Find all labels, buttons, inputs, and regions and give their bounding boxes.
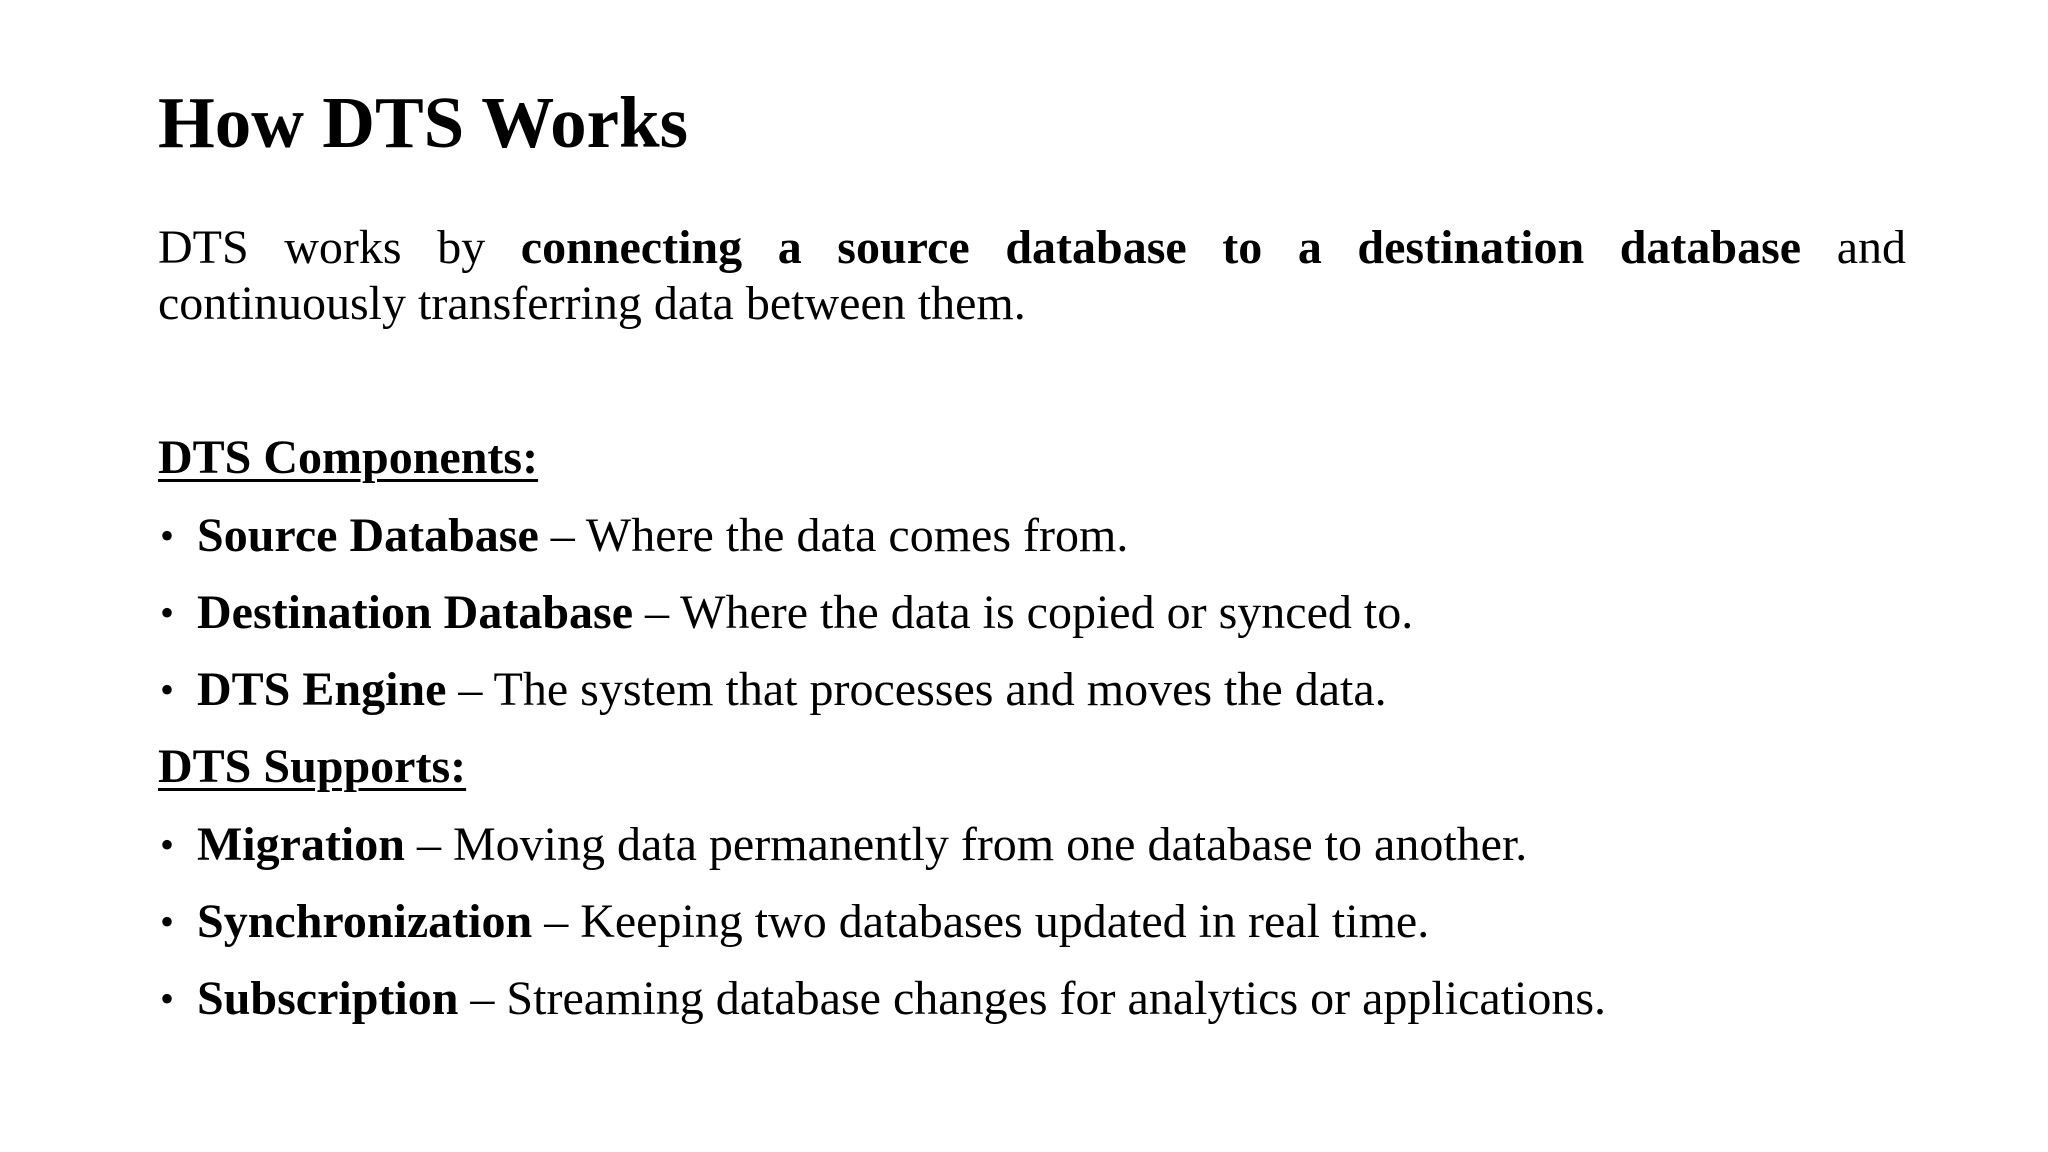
item-term: DTS Engine bbox=[197, 663, 447, 716]
list-item bbox=[158, 971, 1606, 1048]
bullet-icon: • bbox=[160, 899, 175, 944]
bullet-icon: • bbox=[160, 667, 175, 712]
list-item bbox=[158, 662, 1413, 739]
list-item bbox=[158, 585, 1413, 662]
list-item bbox=[158, 508, 1413, 585]
item-description: – Moving data permanently from one database to another. bbox=[404, 818, 1528, 871]
item-description: – Streaming database changes for analytics or applications. bbox=[458, 972, 1607, 1025]
components-list bbox=[158, 508, 1413, 739]
item-description: – The system that processes and moves the data. bbox=[446, 663, 1387, 716]
bullet-icon: • bbox=[160, 822, 175, 867]
list-item bbox=[158, 894, 1606, 971]
list-item bbox=[158, 817, 1606, 894]
supports-list bbox=[158, 817, 1606, 1048]
intro-paragraph bbox=[158, 220, 1906, 332]
item-term: Synchronization bbox=[197, 895, 533, 948]
item-description: – Where the data comes from. bbox=[538, 509, 1129, 562]
item-term: Migration bbox=[197, 818, 405, 871]
slide-title: How DTS Works bbox=[158, 82, 689, 163]
bullet-icon: • bbox=[160, 513, 175, 558]
item-description: – Keeping two databases updated in real time. bbox=[532, 895, 1430, 948]
intro-text-before: DTS works by bbox=[158, 221, 521, 274]
components-heading: DTS Components: bbox=[158, 431, 539, 484]
item-term: Subscription bbox=[197, 972, 459, 1025]
supports-heading: DTS Supports: bbox=[158, 740, 467, 793]
bullet-icon: • bbox=[160, 590, 175, 635]
bullet-icon: • bbox=[160, 976, 175, 1021]
item-description: – Where the data is copied or synced to. bbox=[633, 586, 1414, 639]
intro-text-bold: connecting a source database to a destination database bbox=[520, 221, 1802, 274]
item-term: Source Database bbox=[197, 509, 539, 562]
item-term: Destination Database bbox=[197, 586, 634, 639]
intro-text-after: and continuously transferring data between them. bbox=[158, 221, 1907, 330]
